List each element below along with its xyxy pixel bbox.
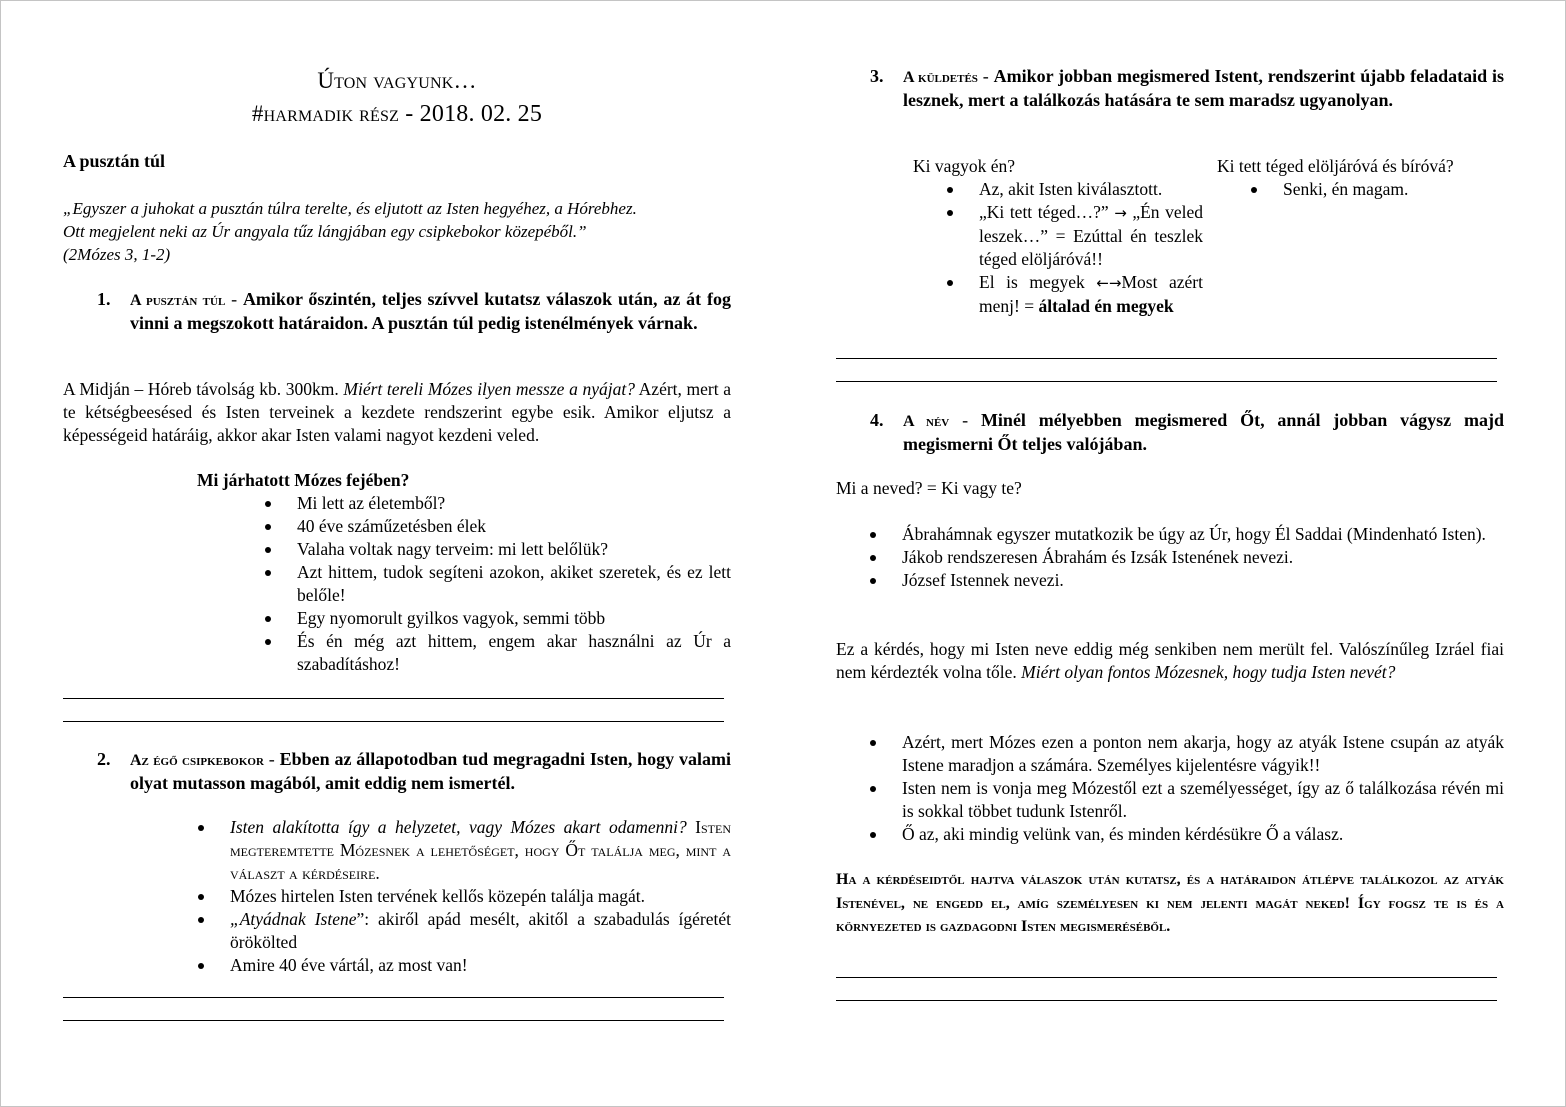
left-question: Ki vagyok én?: [913, 156, 1016, 176]
section-text: Amikor jobban megismered Istent, rendszerint újabb feladataid is lesznek, mert a találkozás hatására te sem maradsz ugyanolyan.: [903, 66, 1504, 110]
list-item: Egy nyomorult gyilkos vagyok, semmi több: [263, 607, 731, 630]
section-2-heading: [63, 748, 731, 795]
arrow-both-icon: ←→: [1096, 274, 1122, 292]
section-1-heading: [63, 288, 731, 335]
section-text: Minél mélyebben megismered Őt, annál jobban vágysz majd megismerni Őt teljes valójában.: [903, 410, 1504, 454]
list-item: Az, akit Isten kiválasztott.: [945, 178, 1203, 201]
bullet-icon: [265, 501, 271, 507]
section-label: Az égő csipkebokor: [130, 752, 264, 769]
para-text: A Midján – Hóreb távolság kb. 300km.: [63, 379, 344, 399]
bullet-icon: [870, 832, 876, 838]
section-label: A küldetés: [903, 69, 978, 86]
title-line-1: Úton vagyunk…: [317, 68, 477, 93]
bullet-icon: [870, 578, 876, 584]
separator: -: [263, 749, 280, 769]
notes-line: [63, 997, 724, 998]
bullet-icon: [265, 547, 271, 553]
notes-line: [836, 381, 1497, 382]
section-label: A pusztán túl: [130, 292, 226, 309]
section-1-bullets: [263, 492, 731, 676]
list-item: Azt hittem, tudok segíteni azokon, akiket szeretek, és ez lett belőle!: [263, 561, 731, 607]
section-3-left-column: [913, 155, 1203, 318]
list-item: Mózes hirtelen Isten tervének kellős közepén találja magát.: [196, 885, 731, 908]
list-item: Isten nem is vonja meg Mózestől ezt a személyességet, így az ő találkozása révén mi is sokkal többet tudunk Istenről.: [868, 777, 1504, 823]
list-item: El is megyek ←→Most azért menj! = általad én megyek: [945, 271, 1203, 318]
title-date: - 2018. 02. 25: [399, 101, 543, 127]
section-number: 3.: [870, 66, 884, 86]
list-item: Jákob rendszeresen Ábrahám és Izsák Istenének nevezi.: [868, 546, 1504, 569]
para-text: Azért, mert a te kétségbeesésed és Isten terveinek a kezdete rendszerint egybe esik. Amikor eljutsz a képességeid határáig, akkor akar Isten valami nagyot kezdeni veled.: [63, 379, 732, 445]
bullet-icon: [947, 280, 953, 286]
bullet-icon: [870, 740, 876, 746]
notes-line: [836, 1000, 1497, 1001]
list-item: Ő az, aki mindig velünk van, és minden kérdésükre Ő a válasz.: [868, 823, 1504, 846]
bullet-icon: [198, 917, 204, 923]
section-3-heading: [836, 65, 1504, 112]
list-item: 40 éve száműzetésben élek: [263, 515, 731, 538]
section-number: 2.: [97, 749, 111, 769]
bullet-icon: [947, 187, 953, 193]
bullet-icon: [265, 639, 271, 645]
section-4-bullets-2: [868, 731, 1504, 846]
bullet-icon: [947, 210, 953, 216]
bullet-icon: [1251, 187, 1257, 193]
document-title: [63, 64, 731, 131]
intro-quote: [63, 197, 731, 266]
section-text: Ebben az állapotodban tud megragadni Isten, hogy valami olyat mutasson magából, amit eddig nem ismertél.: [130, 749, 732, 793]
bullet-icon: [265, 616, 271, 622]
title-part: #harmadik rész: [251, 101, 400, 126]
section-2-bullets: [196, 816, 731, 977]
section-number: 1.: [97, 289, 111, 309]
quote-line-1: „Egyszer a juhokat a pusztán túlra terelte, és eljutott az Isten hegyéhez, a Hórebhez.: [63, 199, 637, 218]
section-text: Amikor őszintén, teljes szívvel kutatsz válaszok után, az át fog vinni a megszokott határaidon. A pusztán túl pedig istenélmények várnak.: [130, 289, 731, 333]
bullet-icon: [870, 786, 876, 792]
bullet-icon: [198, 963, 204, 969]
list-item: És én még azt hittem, engem akar használni az Úr a szabadításhoz!: [263, 630, 731, 676]
list-item: „Ki tett téged…?” → „Én veled leszek…” = Ezúttal én teszlek téged elöljáróvá!!: [945, 201, 1203, 271]
section-label: A név: [903, 413, 950, 430]
notes-line: [63, 1020, 724, 1021]
bullet-icon: [870, 555, 876, 561]
title-line-2: [63, 97, 731, 131]
quote-line-2: Ott megjelent neki az Úr angyala tűz lángjában egy csipkebokor közepéből.”: [63, 222, 587, 241]
section-4-heading: [836, 409, 1504, 456]
section-number: 4.: [870, 410, 884, 430]
para-question: Miért tereli Mózes ilyen messze a nyájat?: [343, 379, 635, 399]
bullet-icon: [265, 524, 271, 530]
bullet-icon: [870, 532, 876, 538]
notes-line: [836, 358, 1497, 359]
left-bullets: [945, 178, 1203, 318]
bullet-icon: [265, 570, 271, 576]
section-4-question: Mi a neved? = Ki vagy te?: [836, 478, 1022, 498]
list-item: „Atyádnak Istene”: akiről apád mesélt, akitől a szabadulás ígéretét örökölted: [196, 908, 731, 954]
bullet-icon: [198, 894, 204, 900]
section-1-paragraph: [63, 378, 731, 447]
quote-reference: (2Mózes 3, 1-2): [63, 245, 171, 264]
separator: -: [949, 410, 981, 430]
notes-line: [63, 721, 724, 722]
separator: -: [225, 289, 243, 309]
list-item: Amire 40 éve vártál, az most van!: [196, 954, 731, 977]
bullet-icon: [198, 825, 204, 831]
right-question: Ki tett téged elöljáróvá és bíróvá?: [1217, 156, 1454, 176]
list-item: Senki, én magam.: [1249, 178, 1507, 201]
arrow-right-icon: →: [1114, 204, 1127, 222]
section-1-question: Mi járhatott Mózes fejében?: [197, 470, 410, 490]
section-3-right-column: [1217, 155, 1507, 201]
section-4-paragraph: Ez a kérdés, hogy mi Isten neve eddig még senkiben nem merült fel. Valószínűleg Izráel fiai nem kérdezték volna tőle. Miért olyan fontos Mózesnek, hogy tudja Isten nevét?: [836, 639, 1504, 682]
list-item: Ábrahámnak egyszer mutatkozik be úgy az Úr, hogy Él Saddai (Mindenható Isten).: [868, 523, 1504, 546]
list-item: Isten alakította így a helyzetet, vagy Mózes akart odamenni? Isten megteremtette Mózesnek a lehetőséget, hogy Őt találja meg, mint a választ a kérdéseire.: [196, 816, 731, 885]
list-item: József Istennek nevezi.: [868, 569, 1504, 592]
intro-heading: A pusztán túl: [63, 151, 166, 171]
list-item: Azért, mert Mózes ezen a ponton nem akarja, hogy az atyák Istene csupán az atyák Istene maradjon a számára. Személyes kijelentésre vágyik!!: [868, 731, 1504, 777]
notes-line: [836, 977, 1497, 978]
right-bullets: [1249, 178, 1507, 201]
list-item: Valaha voltak nagy terveim: mi lett belőlük?: [263, 538, 731, 561]
separator: -: [977, 66, 994, 86]
list-item: Mi lett az életemből?: [263, 492, 731, 515]
notes-line: [63, 698, 724, 699]
section-4-bullets-1: [868, 523, 1504, 592]
closing-statement: Ha a kérdéseidtől hajtva válaszok után kutatsz, és a határaidon átlépve találkozol az atyák Istenével, ne engedd el, amíg személyesen ki nem jelenti magát neked! Így fogsz te is és a környezeted is gazdagodni Isten megismeréséből.: [836, 871, 1504, 935]
